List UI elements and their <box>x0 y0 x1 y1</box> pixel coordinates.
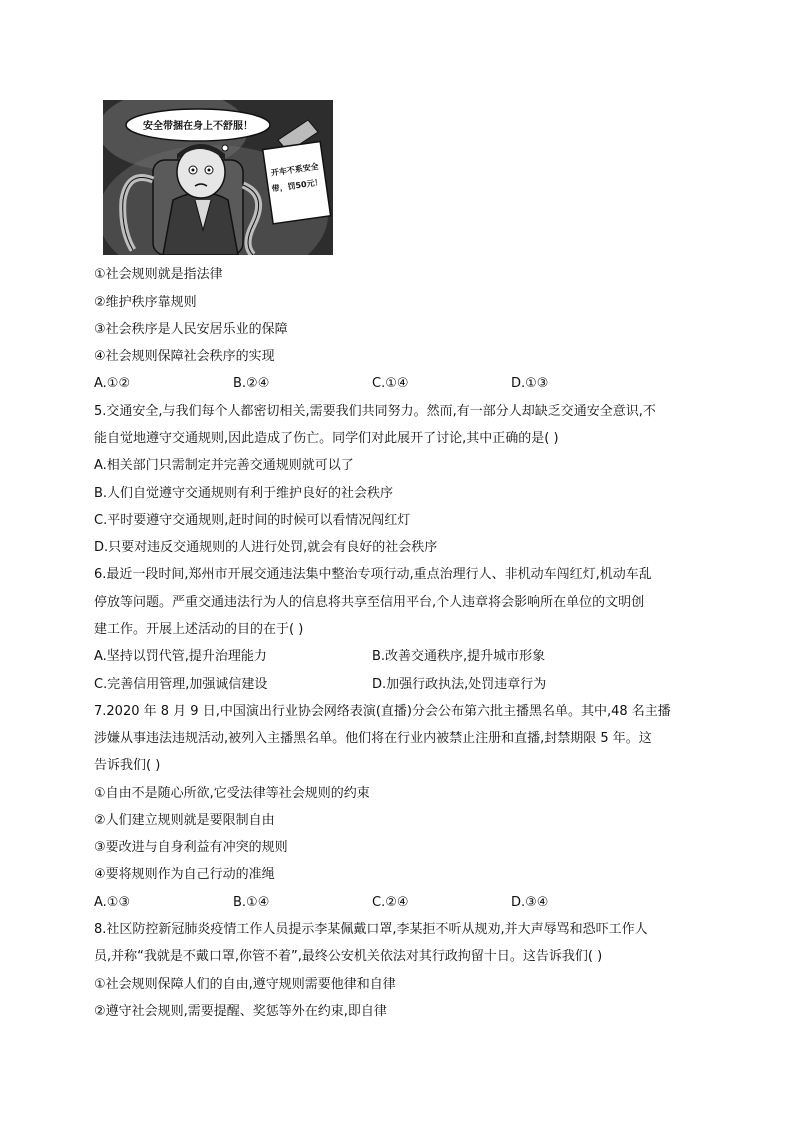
q5-option-c: C.平时要遵守交通规则,赶时间的时候可以看情况闯红灯 <box>94 513 411 528</box>
q4-item-3: ③社会秩序是人民安居乐业的保障 <box>94 322 288 337</box>
q4-option-c: C.①④ <box>372 376 409 391</box>
sign-text-line1: 开车不系安全 <box>270 161 320 178</box>
q7-item-2: ②人们建立规则就是要限制自由 <box>94 813 275 828</box>
q7-item-3: ③要改进与自身利益有冲突的规则 <box>94 840 288 855</box>
sign-text-line2: 带，罚50元！ <box>271 177 324 194</box>
q7-option-b: B.①④ <box>233 895 270 910</box>
q7-stem-line3: 告诉我们( ) <box>94 758 161 773</box>
q8-item-1: ①社会规则保障人们的自由,遵守规则需要他律和自律 <box>94 977 396 992</box>
q4-option-b: B.②④ <box>233 376 270 391</box>
q4-item-2: ②维护秩序靠规则 <box>94 295 197 310</box>
q6-option-d: D.加强行政执法,处罚违章行为 <box>372 677 547 692</box>
q7-item-4: ④要将规则作为自己行动的准绳 <box>94 867 275 882</box>
cartoon-drawing <box>103 100 333 255</box>
q7-option-a: A.①③ <box>94 895 131 910</box>
q6-stem-line2: 停放等问题。严重交通违法行为人的信息将共享至信用平台,个人违章将会影响所在单位的文明创 <box>94 595 645 610</box>
speech-bubble-text: 安全带捆在身上不舒服！ <box>143 121 253 132</box>
q6-stem-line1: 6.最近一段时间,郑州市开展交通违法集中整治专项行动,重点治理行人、非机动车闯红灯,机动车乱 <box>94 567 652 582</box>
q6-option-b: B.改善交通秩序,提升城市形象 <box>372 649 546 664</box>
q5-stem-line1: 5.交通安全,与我们每个人都密切相关,需要我们共同努力。然而,有一部分人却缺乏交通安全意识,不 <box>94 404 656 419</box>
q4-option-d: D.①③ <box>511 376 549 391</box>
q6-option-c: C.完善信用管理,加强诚信建设 <box>94 677 268 692</box>
q4-option-a: A.①② <box>94 376 131 391</box>
q5-stem-line2: 能自觉地遵守交通规则,因此造成了伤亡。同学们对此展开了讨论,其中正确的是( ) <box>94 431 559 446</box>
q4-item-1: ①社会规则就是指法律 <box>94 267 223 282</box>
q7-stem-line2: 涉嫌从事违法违规活动,被列入主播黑名单。他们将在行业内被禁止注册和直播,封禁期限 5 年。这 <box>94 731 652 746</box>
q8-stem-line1: 8.社区防控新冠肺炎疫情工作人员提示李某佩戴口罩,李某拒不听从规劝,并大声辱骂和恐吓工作人 <box>94 922 648 937</box>
q5-option-a: A.相关部门只需制定并完善交通规则就可以了 <box>94 458 354 473</box>
cartoon-illustration <box>103 100 333 255</box>
q7-stem-line1: 7.2020 年 8 月 9 日,中国演出行业协会网络表演(直播)分会公布第六批主播黑名单。其中,48 名主播 <box>94 704 671 719</box>
q7-option-d: D.③④ <box>511 895 549 910</box>
q8-stem-line2: 员,并称“我就是不戴口罩,你管不着”,最终公安机关依法对其行政拘留十日。这告诉我们( ) <box>94 949 603 964</box>
q6-stem-line3: 建工作。开展上述活动的目的在于( ) <box>94 622 304 637</box>
q5-option-d: D.只要对违反交通规则的人进行处罚,就会有良好的社会秩序 <box>94 540 438 555</box>
q8-item-2: ②遵守社会规则,需要提醒、奖惩等外在约束,即自律 <box>94 1004 387 1019</box>
q7-option-c: C.②④ <box>372 895 409 910</box>
q6-option-a: A.坚持以罚代管,提升治理能力 <box>94 649 267 664</box>
q5-option-b: B.人们自觉遵守交通规则有利于维护良好的社会秩序 <box>94 486 394 501</box>
q7-item-1: ①自由不是随心所欲,它受法律等社会规则的约束 <box>94 786 370 801</box>
q4-item-4: ④社会规则保障社会秩序的实现 <box>94 349 275 364</box>
